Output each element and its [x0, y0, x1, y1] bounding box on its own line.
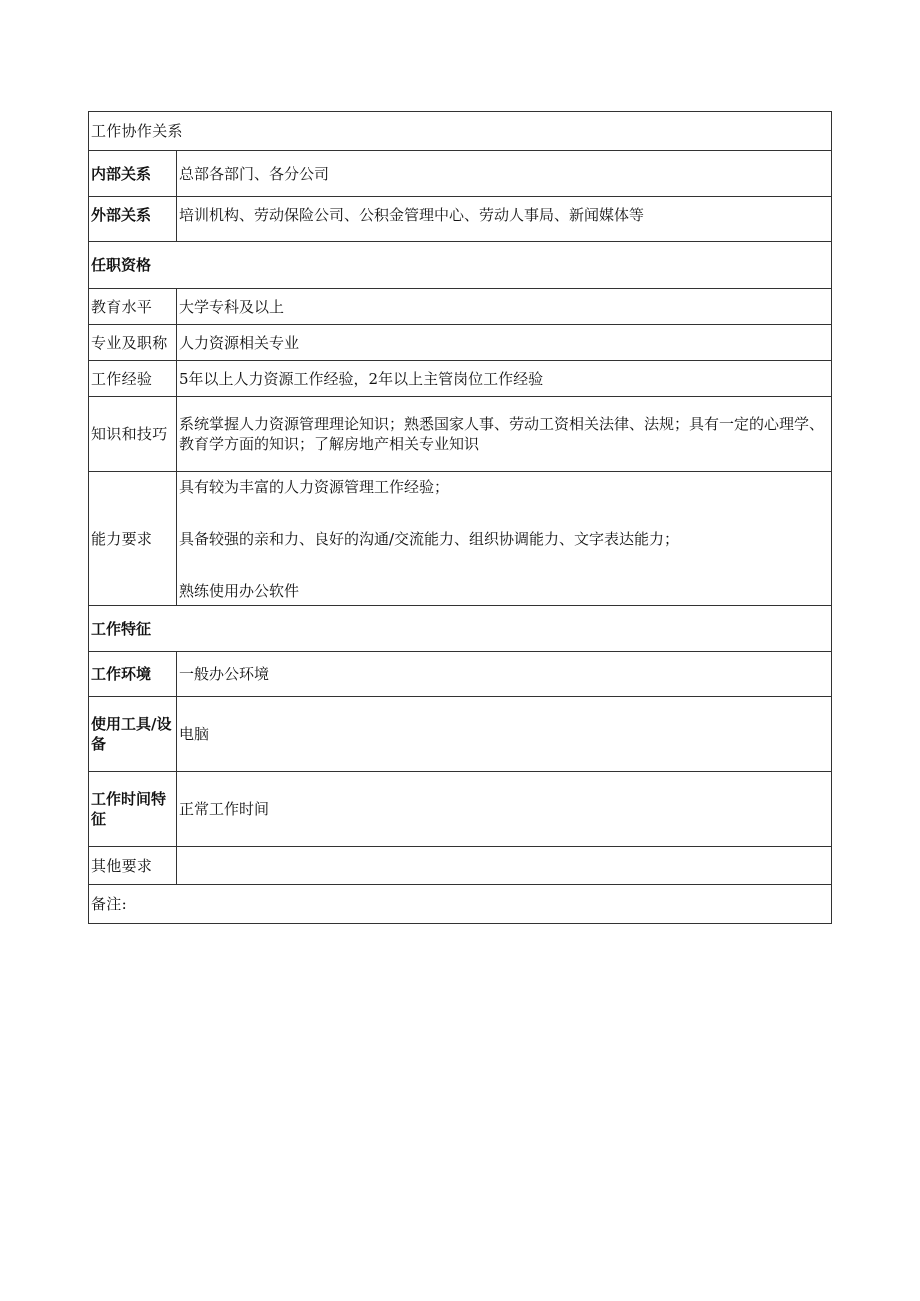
ability-item: 具备较强的亲和力、良好的沟通/交流能力、组织协调能力、文字表达能力； — [179, 529, 680, 548]
internal-relations-row — [89, 151, 832, 197]
environment-row — [89, 652, 832, 697]
work-time-label: 工作时间特征 — [89, 772, 177, 847]
environment-value: 一般办公环境 — [177, 652, 832, 697]
experience-value: 5年以上人力资源工作经验，2年以上主管岗位工作经验 — [177, 361, 832, 397]
knowledge-row — [89, 397, 832, 472]
internal-relations-value: 总部各部门、各分公司 — [177, 151, 832, 197]
qualifications-header-row — [89, 242, 832, 289]
ability-item: 具有较为丰富的人力资源管理工作经验； — [179, 477, 450, 496]
work-time-value: 正常工作时间 — [177, 772, 832, 847]
work-features-header-row — [89, 606, 832, 652]
major-label: 专业及职称 — [89, 325, 177, 361]
work-time-row — [89, 772, 832, 847]
external-relations-label: 外部关系 — [89, 197, 177, 242]
knowledge-label: 知识和技巧 — [89, 397, 177, 472]
other-requirements-label: 其他要求 — [89, 847, 177, 885]
education-value: 大学专科及以上 — [177, 289, 832, 325]
internal-relations-label: 内部关系 — [89, 151, 177, 197]
remarks-row — [89, 885, 832, 924]
tools-value: 电脑 — [177, 697, 832, 772]
other-requirements-row — [89, 847, 832, 885]
environment-label: 工作环境 — [89, 652, 177, 697]
qualifications-title: 任职资格 — [89, 242, 832, 289]
collaboration-header-row — [89, 112, 832, 151]
tools-label: 使用工具/设备 — [89, 697, 177, 772]
job-description-table — [88, 111, 832, 924]
education-row — [89, 289, 832, 325]
knowledge-value: 系统掌握人力资源管理理论知识；熟悉国家人事、劳动工资相关法律、法规；具有一定的心理学、教育学方面的知识；了解房地产相关专业知识 — [177, 397, 832, 472]
education-label: 教育水平 — [89, 289, 177, 325]
collaboration-title: 工作协作关系 — [89, 112, 832, 151]
tools-row — [89, 697, 832, 772]
major-row — [89, 325, 832, 361]
ability-value — [177, 472, 832, 606]
experience-row — [89, 361, 832, 397]
ability-row — [89, 472, 832, 606]
external-relations-value: 培训机构、劳动保险公司、公积金管理中心、劳动人事局、新闻媒体等 — [177, 197, 832, 242]
ability-item: 熟练使用办公软件 — [179, 581, 300, 600]
remarks-label: 备注: — [89, 885, 832, 924]
external-relations-row — [89, 197, 832, 242]
experience-label: 工作经验 — [89, 361, 177, 397]
major-value: 人力资源相关专业 — [177, 325, 832, 361]
ability-label: 能力要求 — [89, 472, 177, 606]
other-requirements-value — [177, 847, 832, 885]
work-features-title: 工作特征 — [89, 606, 832, 652]
